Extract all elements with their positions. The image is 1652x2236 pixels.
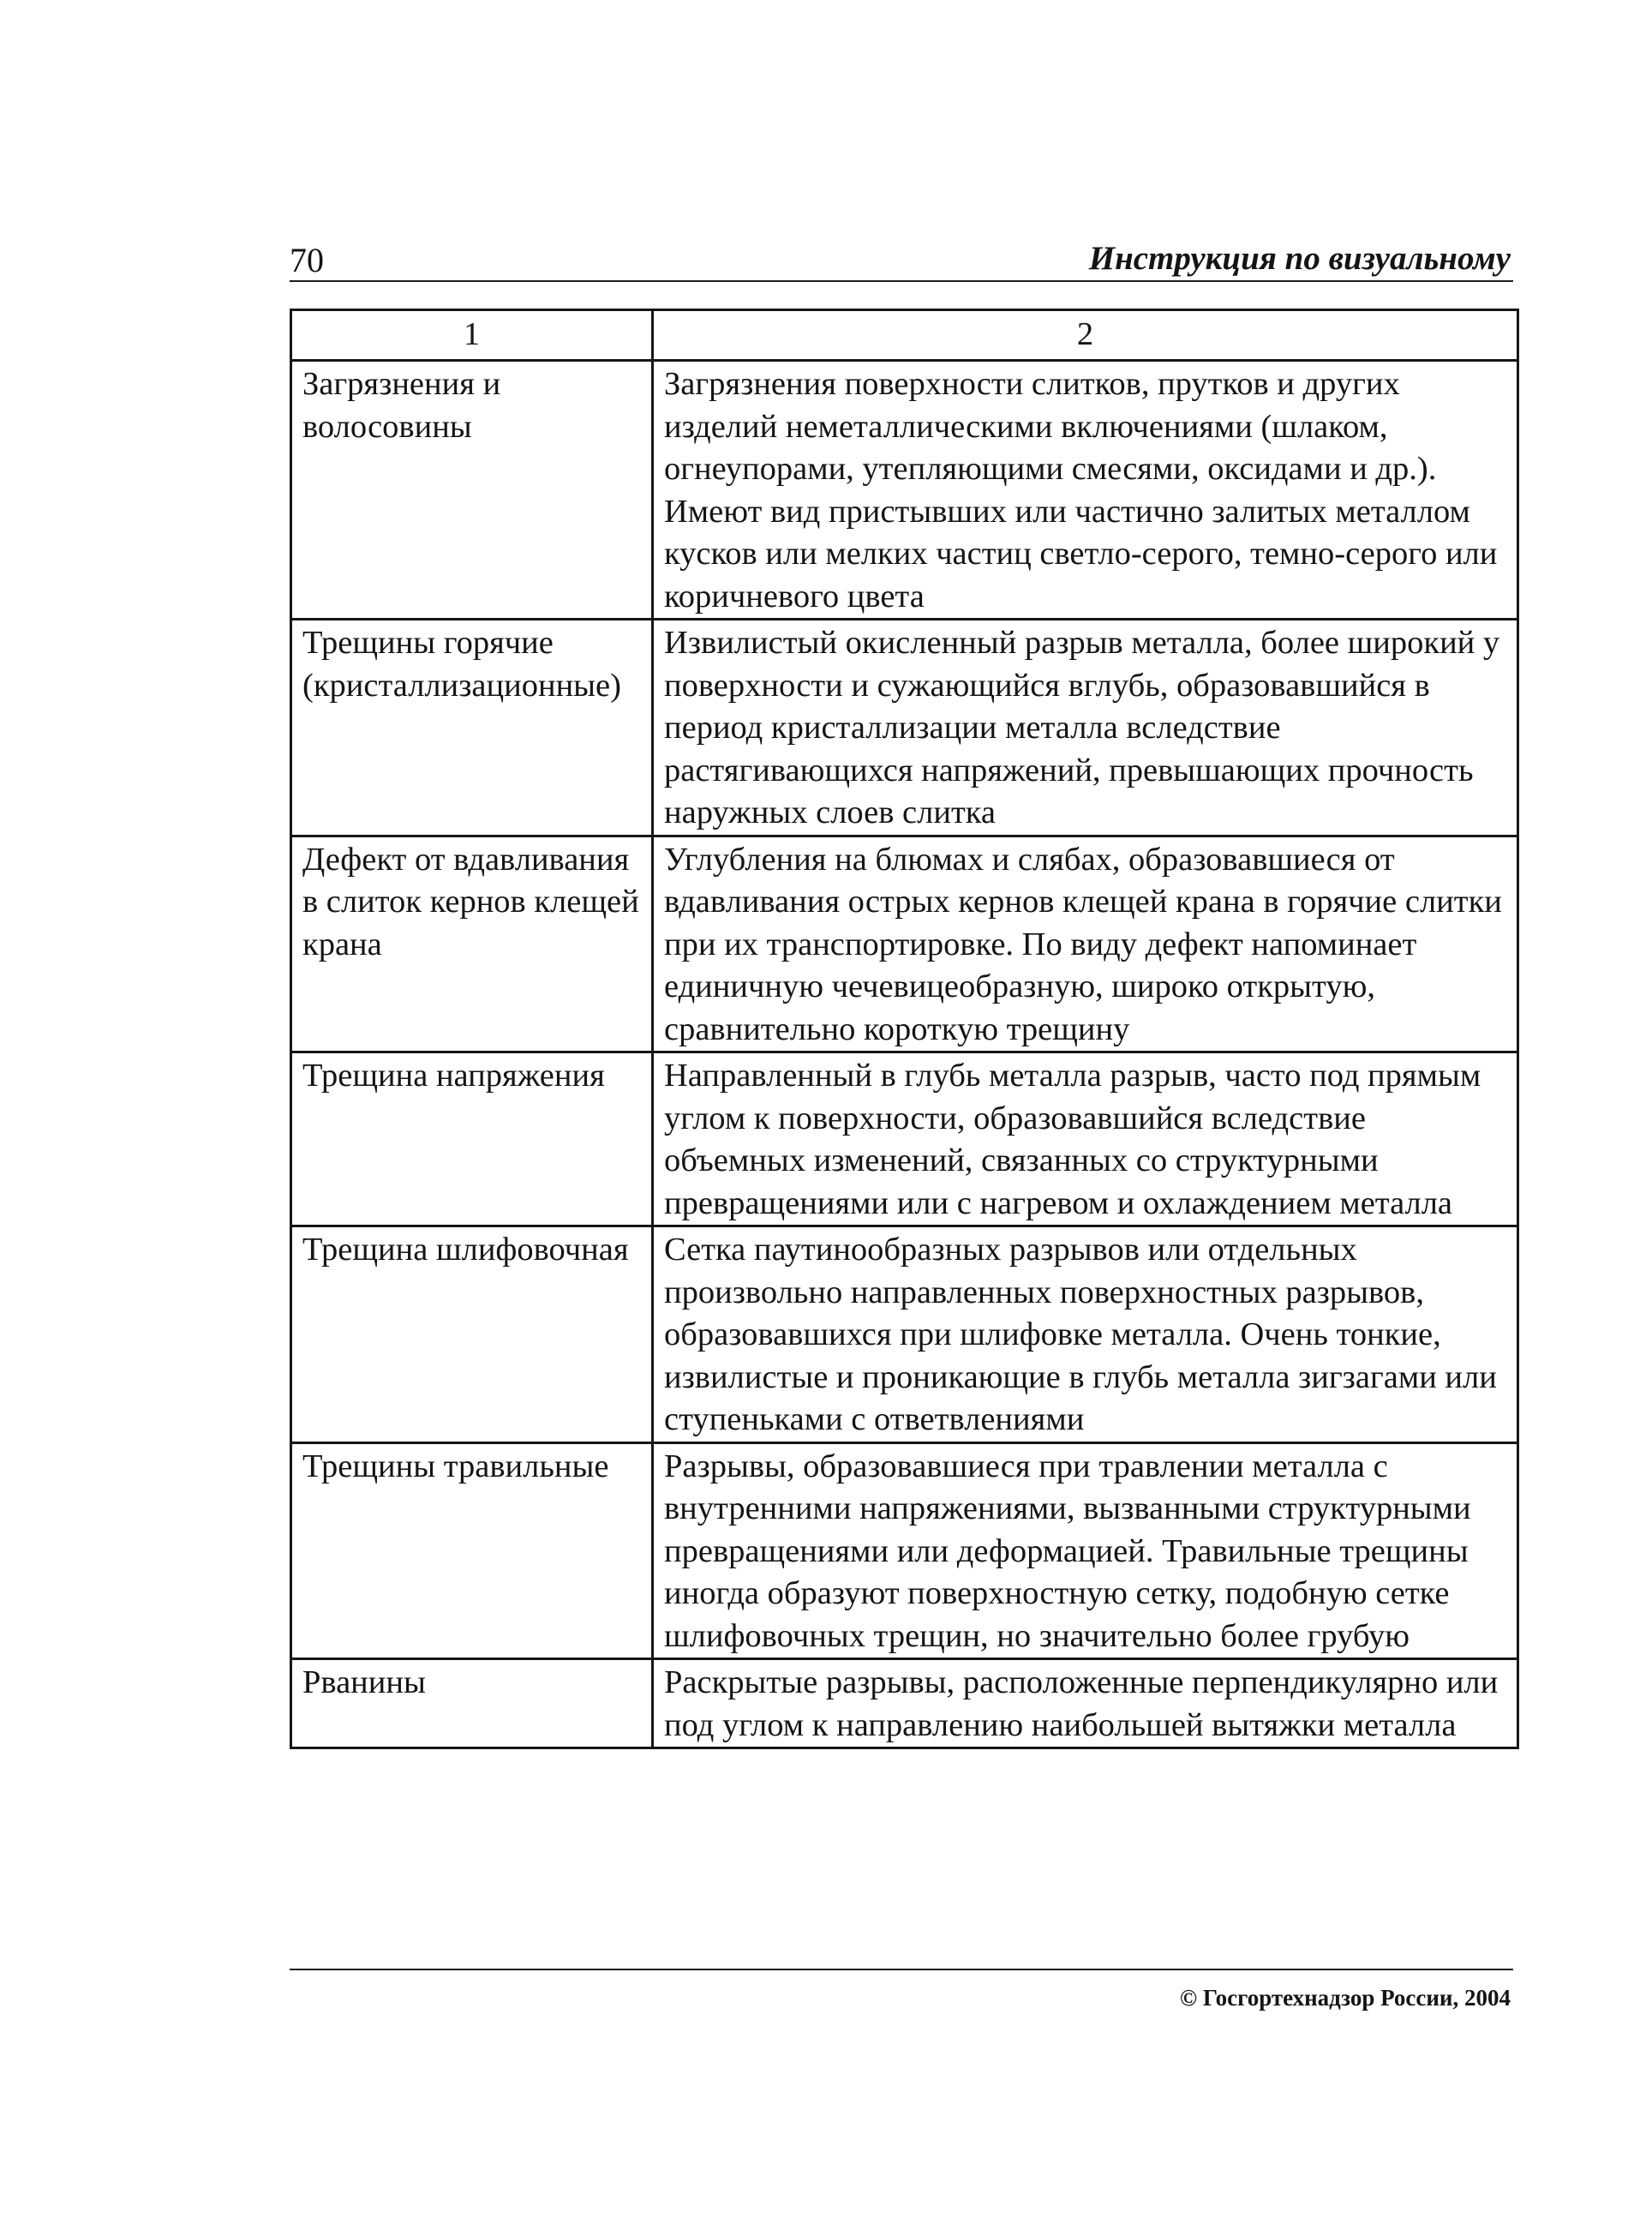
defect-term: Дефект от вдавливания в слиток кернов клещей крана [291,836,653,1052]
column-header-2: 2 [653,310,1518,361]
running-title: Инструкция по визуальному [1088,240,1511,277]
defect-term: Трещина напряжения [291,1052,653,1226]
defect-term: Рванины [291,1659,653,1748]
table-row [291,1052,1518,1226]
defect-description: Углубления на блюмах и слябах, образовавшиеся от вдавливания острых кернов клещей крана в горячие слитки при их транспортировке. По виду дефект напоминает единичную чечевицеобразную, широко открытую, сравнительно короткую трещину [653,836,1518,1052]
column-header-1: 1 [291,310,653,361]
defect-description: Разрывы, образовавшиеся при травлении металла с внутренними напряжениями, вызванными структурными превращениями или деформацией. Травильные трещины иногда образуют поверхностную сетку, подобную сетке шлифовочных трещин, но значительно более грубую [653,1442,1518,1659]
table-header-row [291,310,1518,361]
defect-description: Извилистый окисленный разрыв металла, более широкий у поверхности и сужающийся вглубь, образовавшийся в период кристаллизации металла вследствие растягивающихся напряжений, превышающих прочность наружных слоев слитка [653,620,1518,836]
table-row [291,1442,1518,1659]
page-number: 70 [290,241,324,279]
table-row [291,361,1518,620]
defect-term: Трещины травильные [291,1442,653,1659]
defect-term: Трещины горячие (кристаллизационные) [291,620,653,836]
copyright-footer: © Госгортехнадзор России, 2004 [1179,1985,1511,2011]
footer-rule [290,1969,1513,1970]
defect-description: Направленный в глубь металла разрыв, часто под прямым углом к поверхности, образовавшийся вследствие объемных изменений, связанных со структурными превращениями или с нагревом и охлаждением металла [653,1052,1518,1226]
table-row [291,620,1518,836]
defect-description: Сетка паутинообразных разрывов или отдельных произвольно направленных поверхностных разрывов, образовавшихся при шлифовке металла. Очень тонкие, извилистые и проникающие в глубь металла зигзагами или ступеньками с ответвлениями [653,1226,1518,1443]
defect-description: Загрязнения поверхности слитков, прутков и других изделий неметаллическими включениями (шлаком, огнеупорами, утепляющими смесями, оксидами и др.). Имеют вид пристывших или частично залитых металлом кусков или мелких частиц светло-серого, темно-серого или коричневого цвета [653,361,1518,620]
table-row [291,1226,1518,1443]
table-row [291,836,1518,1052]
defect-term: Трещина шлифовочная [291,1226,653,1443]
table-row [291,1659,1518,1748]
defect-description: Раскрытые разрывы, расположенные перпендикулярно или под углом к направлению наибольшей вытяжки металла [653,1659,1518,1748]
defects-table [290,309,1519,1749]
header-rule [290,280,1513,282]
defect-term: Загрязнения и волосовины [291,361,653,620]
